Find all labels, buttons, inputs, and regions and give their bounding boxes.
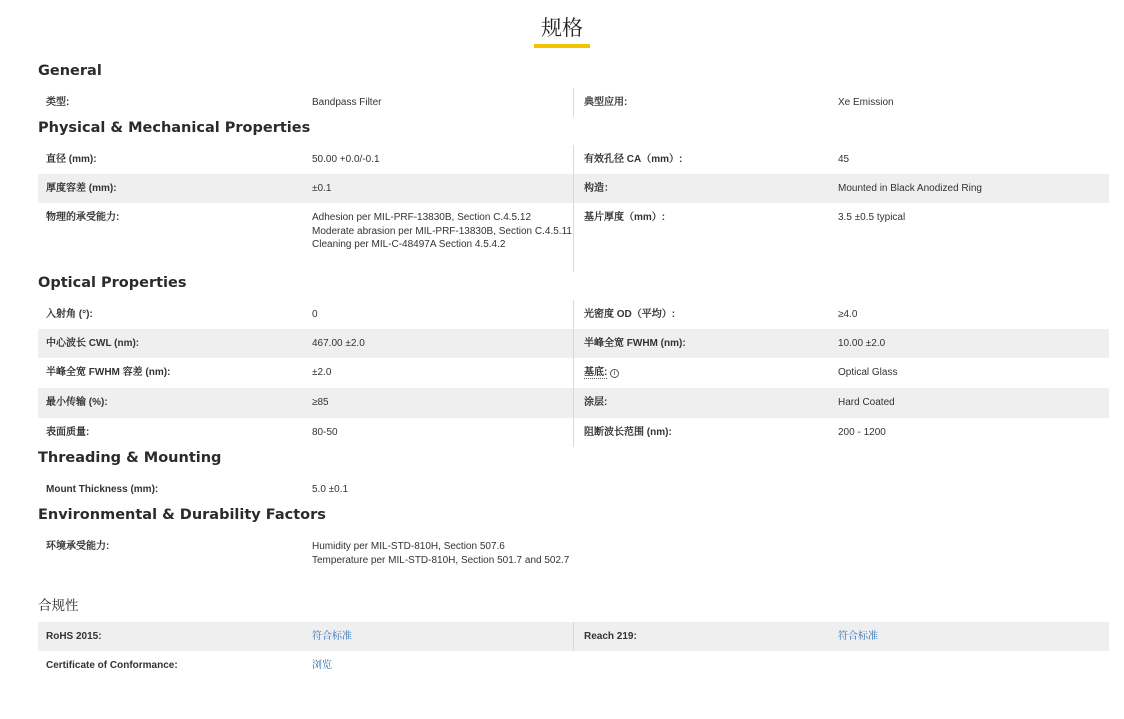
spec-row xyxy=(38,622,1109,651)
spec-label: 涂层: xyxy=(573,388,838,418)
spec-label: 最小传输 (%): xyxy=(46,397,108,408)
spec-row xyxy=(38,651,1109,680)
page-header xyxy=(0,16,1124,48)
spec-label: 入射角 (°): xyxy=(46,309,93,320)
spec-value-multiline xyxy=(312,203,573,272)
spec-row xyxy=(38,203,1109,272)
spec-value-line: Adhesion per MIL-PRF-13830B, Section C.4.5.12 xyxy=(312,212,532,223)
spec-row xyxy=(38,300,1109,329)
spec-label: 环境承受能力: xyxy=(46,541,110,552)
spec-value: 10.00 ±2.0 xyxy=(838,338,886,349)
spec-value: 5.0 ±0.1 xyxy=(312,484,349,495)
spec-value: ≥85 xyxy=(312,397,329,408)
spec-label: 直径 (mm): xyxy=(46,154,97,165)
section-title-environmental: Environmental & Durability Factors xyxy=(38,507,326,523)
spec-value-line: Cleaning per MIL-C-48497A Section 4.5.4.2 xyxy=(312,239,506,250)
spec-label: 半峰全宽 FWHM (nm): xyxy=(573,329,838,358)
spec-label: 类型: xyxy=(46,97,70,108)
spec-label: 中心波长 CWL (nm): xyxy=(46,338,140,349)
section-title-optical: Optical Properties xyxy=(38,275,187,291)
spec-value: 200 - 1200 xyxy=(838,427,886,438)
spec-row xyxy=(38,532,1109,590)
spec-label: 典型应用: xyxy=(573,88,838,117)
spec-label-with-info xyxy=(573,358,838,388)
spec-value: 3.5 ±0.5 typical xyxy=(838,212,906,223)
spec-label: Reach 219: xyxy=(573,622,838,651)
spec-row xyxy=(38,329,1109,358)
spec-value: 0 xyxy=(312,309,318,320)
spec-value-line: Humidity per MIL-STD-810H, Section 507.6 xyxy=(312,541,505,552)
reach-compliance-link[interactable]: 符合标准 xyxy=(838,631,878,642)
spec-value: ≥4.0 xyxy=(838,309,858,320)
spec-value: 467.00 ±2.0 xyxy=(312,338,365,349)
spec-label: Certificate of Conformance: xyxy=(46,660,178,671)
spec-label: 物理的承受能力: xyxy=(46,212,120,223)
spec-label: 有效孔径 CA（mm）: xyxy=(573,145,838,174)
section-title-physical: Physical & Mechanical Properties xyxy=(38,120,311,136)
spec-row xyxy=(38,145,1109,174)
spec-row xyxy=(38,358,1109,388)
spec-value: Bandpass Filter xyxy=(312,97,382,108)
spec-label: 表面质量: xyxy=(46,427,90,438)
section-title-general: General xyxy=(38,63,102,79)
spec-content xyxy=(38,60,1109,680)
spec-value: Optical Glass xyxy=(838,367,898,378)
spec-label: 阻断波长范围 (nm): xyxy=(573,418,838,447)
spec-row xyxy=(38,388,1109,418)
spec-row xyxy=(38,418,1109,447)
certificate-view-link[interactable]: 浏览 xyxy=(312,660,332,671)
rohs-compliance-link[interactable]: 符合标准 xyxy=(312,631,352,642)
spec-label: 光密度 OD（平均）: xyxy=(573,300,838,329)
info-icon[interactable]: i xyxy=(610,369,619,378)
spec-label: Mount Thickness (mm): xyxy=(46,484,159,495)
page-title: 规格 xyxy=(541,17,583,40)
spec-value: Mounted in Black Anodized Ring xyxy=(838,183,982,194)
spec-label: 厚度容差 (mm): xyxy=(46,183,117,194)
spec-row xyxy=(38,475,1109,504)
spec-value: 80-50 xyxy=(312,427,338,438)
spec-row xyxy=(38,174,1109,203)
section-title-threading: Threading & Mounting xyxy=(38,450,222,466)
spec-value-line: Temperature per MIL-STD-810H, Section 501.7 and 502.7 xyxy=(312,554,570,566)
spec-label: 基底: xyxy=(584,367,608,378)
spec-label: RoHS 2015: xyxy=(46,631,102,642)
spec-value: Hard Coated xyxy=(838,397,895,408)
spec-label: 基片厚度（mm）: xyxy=(573,203,838,272)
spec-value-line: Moderate abrasion per MIL-PRF-13830B, Section C.4.5.11 xyxy=(312,225,572,237)
spec-value: 50.00 +0.0/-0.1 xyxy=(312,154,380,165)
spec-label: 构造： xyxy=(573,174,838,203)
spec-row xyxy=(38,88,1109,117)
spec-value-multiline xyxy=(312,532,573,590)
spec-value: ±2.0 xyxy=(312,367,332,378)
spec-value: 45 xyxy=(838,154,850,165)
section-title-compliance: 合规性 xyxy=(38,598,79,614)
spec-label: 半峰全宽 FWHM 容差 (nm): xyxy=(46,367,171,378)
spec-value: ±0.1 xyxy=(312,183,332,194)
spec-value: Xe Emission xyxy=(838,97,894,108)
title-underline xyxy=(534,44,590,48)
